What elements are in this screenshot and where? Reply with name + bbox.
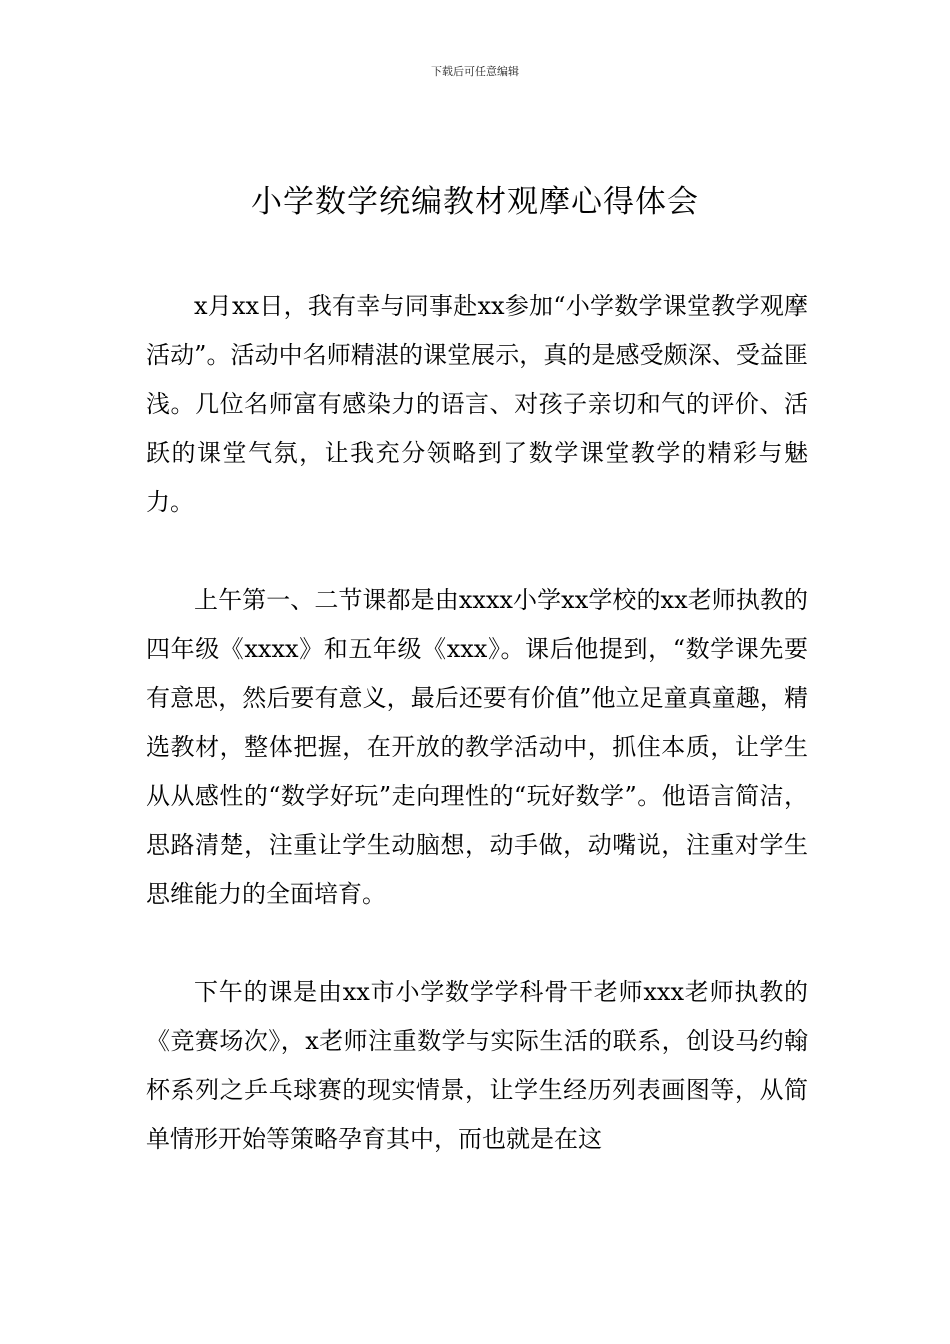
paragraph-2: 上午第一、二节课都是由xxxx小学xx学校的xx老师执教的四年级《xxxx》和五年级《xxx》。课后他提到，“数学课先要有意思，然后要有意义，最后还要有价值”他立足童真童趣，精选教材，整体把握，在开放的教学活动中，抓住本质，让学生从从感性的“数学好玩”走向理性的“玩好数学”。他语言简洁，思路清楚，注重让学生动脑想，动手做，动嘴说，注重对学生思维能力的全面培育。 (146, 586, 808, 908)
document-body (146, 282, 808, 1164)
paragraph-3: 下午的课是由xx市小学数学学科骨干老师xxx老师执教的《竞赛场次》，x老师注重数学与实际生活的联系，创设马约翰杯系列之乒乓球赛的现实情景，让学生经历列表画图等，从简单情形开始等策略孕育其中，而也就是在这 (146, 978, 808, 1153)
header-note: 下载后可任意编辑 (431, 65, 519, 78)
paragraph-1: x月xx日，我有幸与同事赴xx参加“小学数学课堂教学观摩活动”。活动中名师精湛的课堂展示，真的是感受颇深、受益匪浅。几位名师富有感染力的语言、对孩子亲切和气的评价、活跃的课堂气氛，让我充分领略到了数学课堂教学的精彩与魅力。 (146, 292, 808, 516)
document-title: 小学数学统编教材观摩心得体会 (251, 184, 699, 220)
